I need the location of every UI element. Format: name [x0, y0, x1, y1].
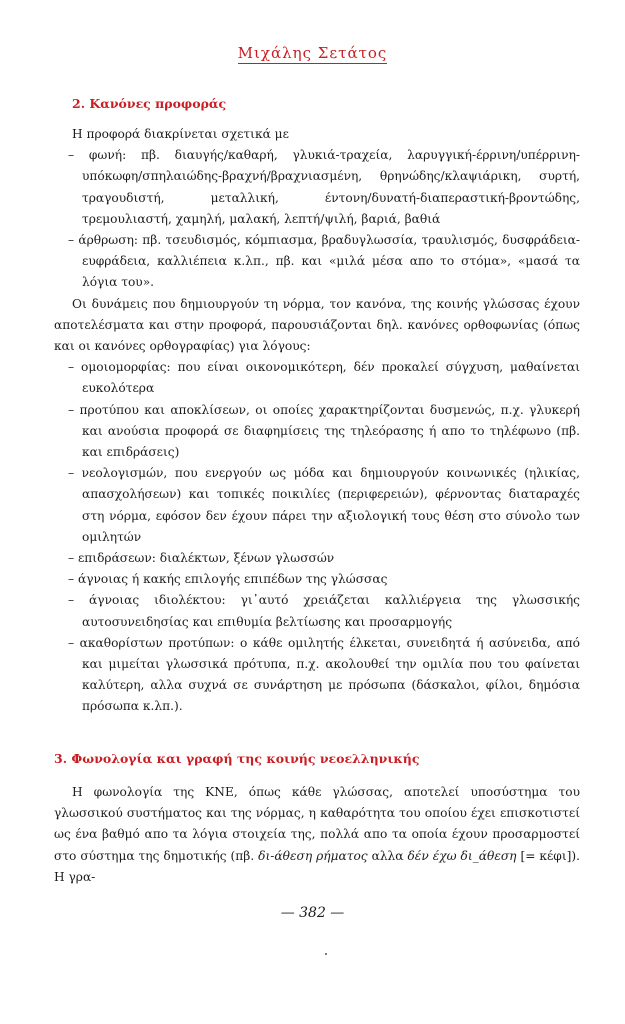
section-2-body — [54, 124, 580, 718]
author-name: Μιχάλης Σετάτος — [237, 44, 388, 62]
paragraph-text-middle: αλλα — [367, 848, 408, 863]
running-head — [0, 44, 625, 62]
section-2-intro: Η προφορά διακρίνεται σχετικά με — [72, 127, 289, 141]
section-3-heading: 3. Φωνολογία και γραφή της κοινής νεοελληνικής — [54, 751, 420, 766]
list-item-ignorance-levels: – άγνοιας ή κακής επιλογής επιπέδων της γλώσσας — [68, 572, 388, 587]
list-item-standard: – προτύπου και αποκλίσεων, οι οποίες χαρακτηρίζονται δυσμενώς, π.χ. γλυκερή και ανούσια προφορά σε διαφημίσεις της τηλεόρασης ή απο το τηλέφωνο (πβ. και επιδράσεις) — [68, 402, 580, 460]
example-mood-disposition: δέν έχω δι_άθεση — [407, 848, 517, 863]
section-2-paragraph: Οι δυνάμεις που δημιουργούν τη νόρμα, τον κανόνα, της κοινής γλώσσας έχουν αποτελέσματα και στην προφορά, παρουσιάζονται δηλ. κανόνες ορθοφωνίας (όπως και οι κανόνες ορθογραφίας) για λόγους: — [54, 296, 580, 354]
list-item-undefined-models: – ακαθορίστων προτύπων: ο κάθε ομιλητής έλκεται, συνειδητά ή ασύνειδα, από και μιμείται γλωσσικά πρότυπα, π.χ. ακολουθεί την ομιλία που του φαίνεται καλύτερη, αλλα συχνά σε συνάρτηση με πρόσωπα (δάσκαλοι, φίλοι, δημόσια πρόσωπα κ.λπ.). — [68, 635, 580, 714]
list-item-articulation: – άρθρωση: πβ. τσευδισμός, κόμπιασμα, βραδυγλωσσία, τραυλισμός, δυσφράδεια-ευφράδεια, καλλιέπεια κ.λπ., πβ. και «μιλά μέσα απο το στόμα», «μασά τα λόγια του». — [68, 233, 580, 290]
example-verb-disposition: δι-άθεση ρήματος — [258, 848, 368, 863]
list-item-uniformity: – ομοιομορφίας: που είναι οικονομικότερη, δέν προκαλεί σύγχυση, μαθαίνεται ευκολότερα — [68, 360, 580, 396]
list-item-neologisms: – νεολογισμών, που ενεργούν ως μόδα και δημιουργούν κοινωνικές (ηλικίας, απασχολήσεων) και τοπικές ποικιλίες (περιφερειών), φέρνοντας διαταραχές στη νόρμα, εφόσον δεν έχουν πάρει την αξιολογική τους θέση στο σύνολο των ομιλητών — [68, 466, 580, 544]
list-item-influences: – επιδράσεων: διαλέκτων, ξένων γλωσσών — [68, 551, 335, 566]
paragraph-text-start: Η φωνολογία της ΚΝΕ, όπως κάθε γλώσσας, αποτελεί υποσύστημα του γλωσσικού συστήματος και της νόρμας, η καθαρότητα του οποίου έχει επισκοτιστεί ως ένα βαθμό απο τα λόγια στοιχεία της, πολλά απο τα οποία έχουν προσαρμοστεί στο σύστημα της δημοτικής (πβ. — [54, 785, 580, 863]
section-2-heading: 2. Κανόνες προφοράς — [72, 96, 227, 111]
list-item-voice: – φωνή: πβ. διαυγής/καθαρή, γλυκιά-τραχεία, λαρυγγική-έρρινη/υπέρρινη-υπόκωφη/σπηλαιώδης-βραχνή/βραχνιασμένη, θρηνώδης/κλαψιάρικη, συρτή, τραγουδιστή, μεταλλική, έντονη/δυνατή-διαπεραστική-βροντώδης, τρεμουλιαστή, χαμηλή, μαλακή, λεπτή/ψιλή, βαριά, βαθιά — [68, 148, 580, 226]
list-item-ignorance-idiolect: – άγνοιας ιδιολέκτου: γι᾽αυτό χρειάζεται καλλιέργεια της γλωσσικής αυτοσυνειδησίας και επιθυμία βελτίωσης και προσαρμογής — [68, 593, 580, 629]
section-3-body — [54, 782, 580, 888]
paragraph-text-end: [= κέφι]). Η γρα- — [54, 848, 580, 884]
section-3-paragraph — [54, 782, 580, 888]
print-speck — [325, 953, 327, 955]
page-number: — 382 — — [280, 905, 345, 921]
